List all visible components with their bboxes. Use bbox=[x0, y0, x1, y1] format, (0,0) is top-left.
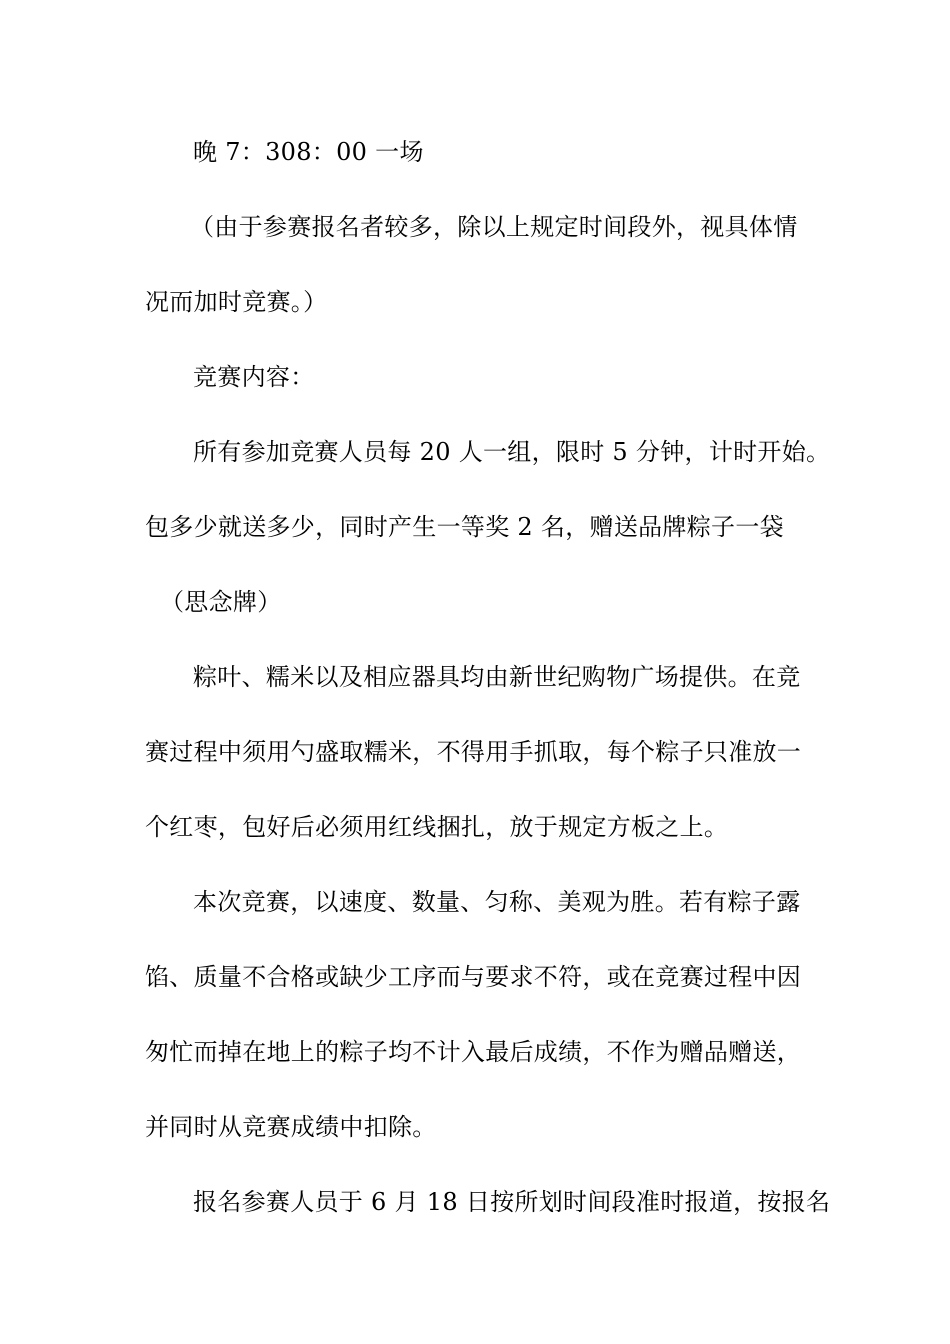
note-line-1: （由于参赛报名者较多，除以上规定时间段外，视具体情 bbox=[190, 213, 798, 241]
paragraph-line: 包多少就送多少，同时产生一等奖 2 名，赠送品牌粽子一袋 bbox=[145, 513, 784, 541]
paragraph-line: 并同时从竞赛成绩中扣除。 bbox=[145, 1113, 437, 1141]
schedule-line: 晚 7：308：00 一场 bbox=[193, 138, 424, 166]
paragraph-line: 粽叶、糯米以及相应器具均由新世纪购物广场提供。在竞 bbox=[193, 663, 801, 691]
paragraph-line: （思念牌） bbox=[160, 588, 282, 616]
paragraph-line: 匆忙而掉在地上的粽子均不计入最后成绩，不作为赠品赠送， bbox=[145, 1038, 802, 1066]
section-heading: 竞赛内容： bbox=[193, 363, 315, 391]
note-line-2: 况而加时竞赛。） bbox=[145, 288, 328, 316]
paragraph-line: 所有参加竞赛人员每 20 人一组，限时 5 分钟，计时开始。 bbox=[193, 438, 831, 466]
paragraph-line: 个红枣，包好后必须用红线捆扎，放于规定方板之上。 bbox=[145, 813, 729, 841]
paragraph-line: 报名参赛人员于 6 月 18 日按所划时间段准时报道，按报名 bbox=[193, 1188, 831, 1216]
paragraph-line: 馅、质量不合格或缺少工序而与要求不符，或在竞赛过程中因 bbox=[145, 963, 802, 991]
paragraph-line: 本次竞赛，以速度、数量、匀称、美观为胜。若有粽子露 bbox=[193, 888, 801, 916]
paragraph-line: 赛过程中须用勺盛取糯米，不得用手抓取，每个粽子只准放一 bbox=[145, 738, 802, 766]
